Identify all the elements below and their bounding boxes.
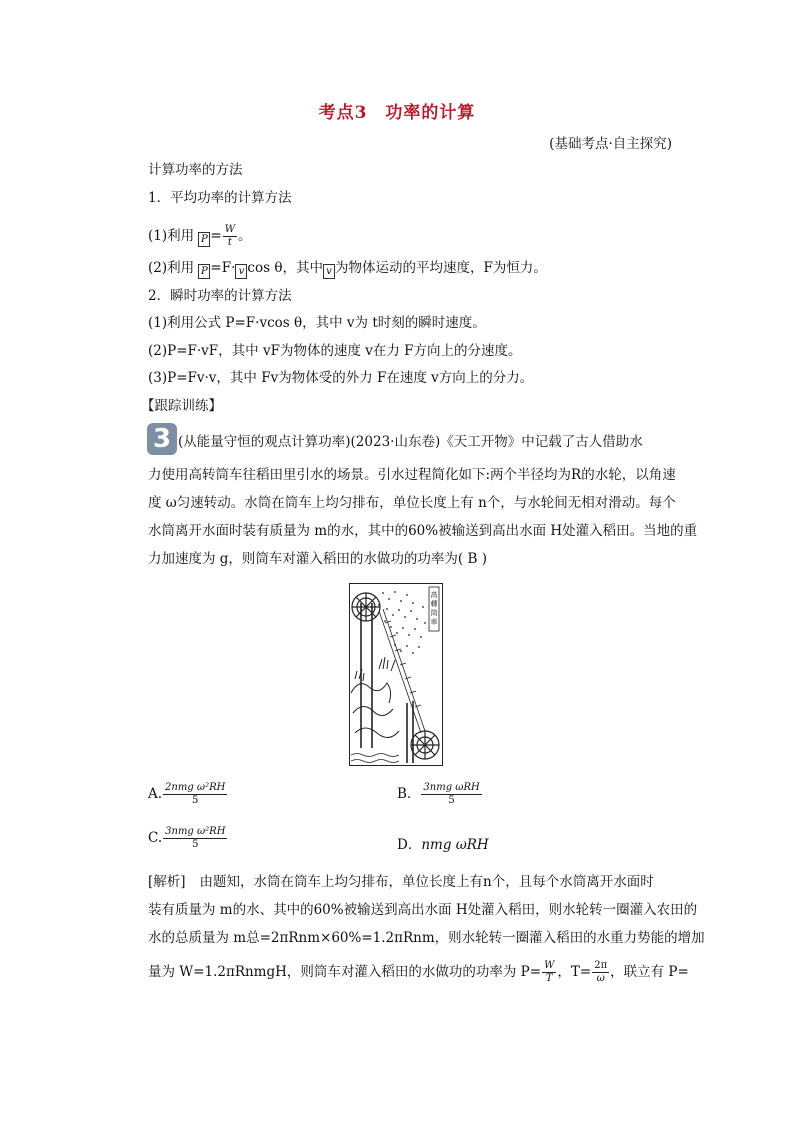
inst-method-3: (3)P=Fv·v，其中 Fv为物体受的外力 F在速度 v方向上的分力。 [148,370,534,386]
option-c [148,826,228,851]
analysis-tag: [解析] [148,874,186,890]
example-number-badge: 3 [147,423,177,455]
section-title [0,98,794,123]
p-box-symbol: P [198,232,210,247]
analysis-line-4 [148,960,689,985]
option-d-text: nmg ωRH [421,837,489,853]
section-name: 功率的计算 [385,103,476,123]
option-a-label: A. [148,786,163,802]
fraction-numerator: 2π [594,960,608,971]
problem-line-2: 力使用高转筒车往稻田里引水的场景。引水过程简化如下:两个半径均为R的水轮，以角速 [148,467,676,483]
fraction-denominator: t [227,237,232,248]
v-box-symbol: v [323,264,335,279]
avg-method-2-prefix: (2)利用 [148,260,199,276]
water-wheel-illustration [349,583,443,766]
option-b-denominator: 5 [448,795,455,806]
w-over-t-fraction [542,960,556,985]
analysis-line-4-c: ，联立有 P= [610,964,689,980]
problem-line-1: (从能量守恒的观点计算功率)(2023·山东卷)《天工开物》中记载了古人借助水 [178,434,643,450]
fraction-numerator: W [544,960,555,971]
analysis-line-2: 装有质量为 m的水、其中的60%被输送到高出水面 H处灌入稻田，则水轮转一圈灌入农田的 [148,902,698,918]
analysis-line-4-a: 量为 W=1.2πRnmgH，则筒车对灌入稻田的水做功的功率为 P= [148,964,542,980]
option-b-fraction [421,782,481,807]
p-box-symbol: P [198,264,210,279]
illustration-caption: 高轉筒車 [430,591,438,626]
problem-line-4: 水筒离开水面时装有质量为 m的水，其中的60%被输送到高出水面 H处灌入稻田。当地的重 [148,523,698,539]
option-b [397,782,483,807]
option-a-fraction [163,782,227,807]
avg-method-2 [148,258,547,279]
fraction-denominator: ω [596,973,605,984]
avg-method-2-mid: =F· [210,260,236,276]
section-subtitle: (基础考点·自主探究) [549,136,672,152]
inst-method-2: (2)P=F·vF，其中 vF为物体的速度 v在力 F方向上的分速度。 [148,343,522,359]
inst-power-heading: 2．瞬时功率的计算方法 [148,288,292,304]
inst-method-1: (1)利用公式 P=F·vcos θ，其中 v为 t时刻的瞬时速度。 [148,315,486,331]
fraction-numerator: W [224,224,236,235]
option-a-denominator: 5 [192,795,199,806]
avg-method-2-tail: 为物体运动的平均速度，F为恒力。 [334,260,547,276]
w-over-t-fraction [223,224,237,249]
option-c-fraction [163,826,227,851]
avg-method-2-cos: cos θ，其中 [247,260,323,276]
avg-power-heading: 1．平均功率的计算方法 [148,190,292,206]
option-b-label: B． [397,786,421,802]
option-c-denominator: 5 [192,839,199,850]
avg-method-1: (1)利用 P = $\frac{W}{t}$ 。 [148,224,252,248]
option-d-label: D． [397,837,422,853]
option-a [148,782,228,807]
fraction-denominator: T [545,973,553,984]
problem-line-3: 度 ω匀速转动。水筒在筒车上均匀排布，单位长度上有 n个，与水轮间无相对滑动。每个 [148,495,676,511]
v-box-symbol: v [235,264,247,279]
option-c-numerator: 3nmg ω²RH [165,826,226,837]
methods-heading: 计算功率的方法 [148,162,243,178]
option-b-numerator: 3nmg ωRH [423,782,480,793]
avg-method-1-prefix: (1)利用 [148,228,199,244]
analysis-line-3: 水的总质量为 m总=2πRnm×60%=1.2πRnm，则水轮转一圈灌入稻田的水重力势能的增加 [148,930,705,946]
practice-heading: 【跟踪训练】 [141,398,222,414]
option-d [397,835,489,855]
analysis-text-1: 由题知，水筒在筒车上均匀排布，单位长度上有n个，且每个水筒离开水面时 [199,874,654,890]
section-number: 考点3 [318,103,368,123]
option-c-label: C. [148,830,163,846]
option-a-numerator: 2nmg ω²RH [165,782,226,793]
problem-line-5: 力加速度为 g，则筒车对灌入稻田的水做功的功率为( B ) [148,551,487,567]
analysis-line-4-b: ，T= [557,964,592,980]
analysis-line-1 [148,872,654,892]
avg-method-1-suffix: 。 [238,228,252,244]
period-fraction [592,960,609,985]
